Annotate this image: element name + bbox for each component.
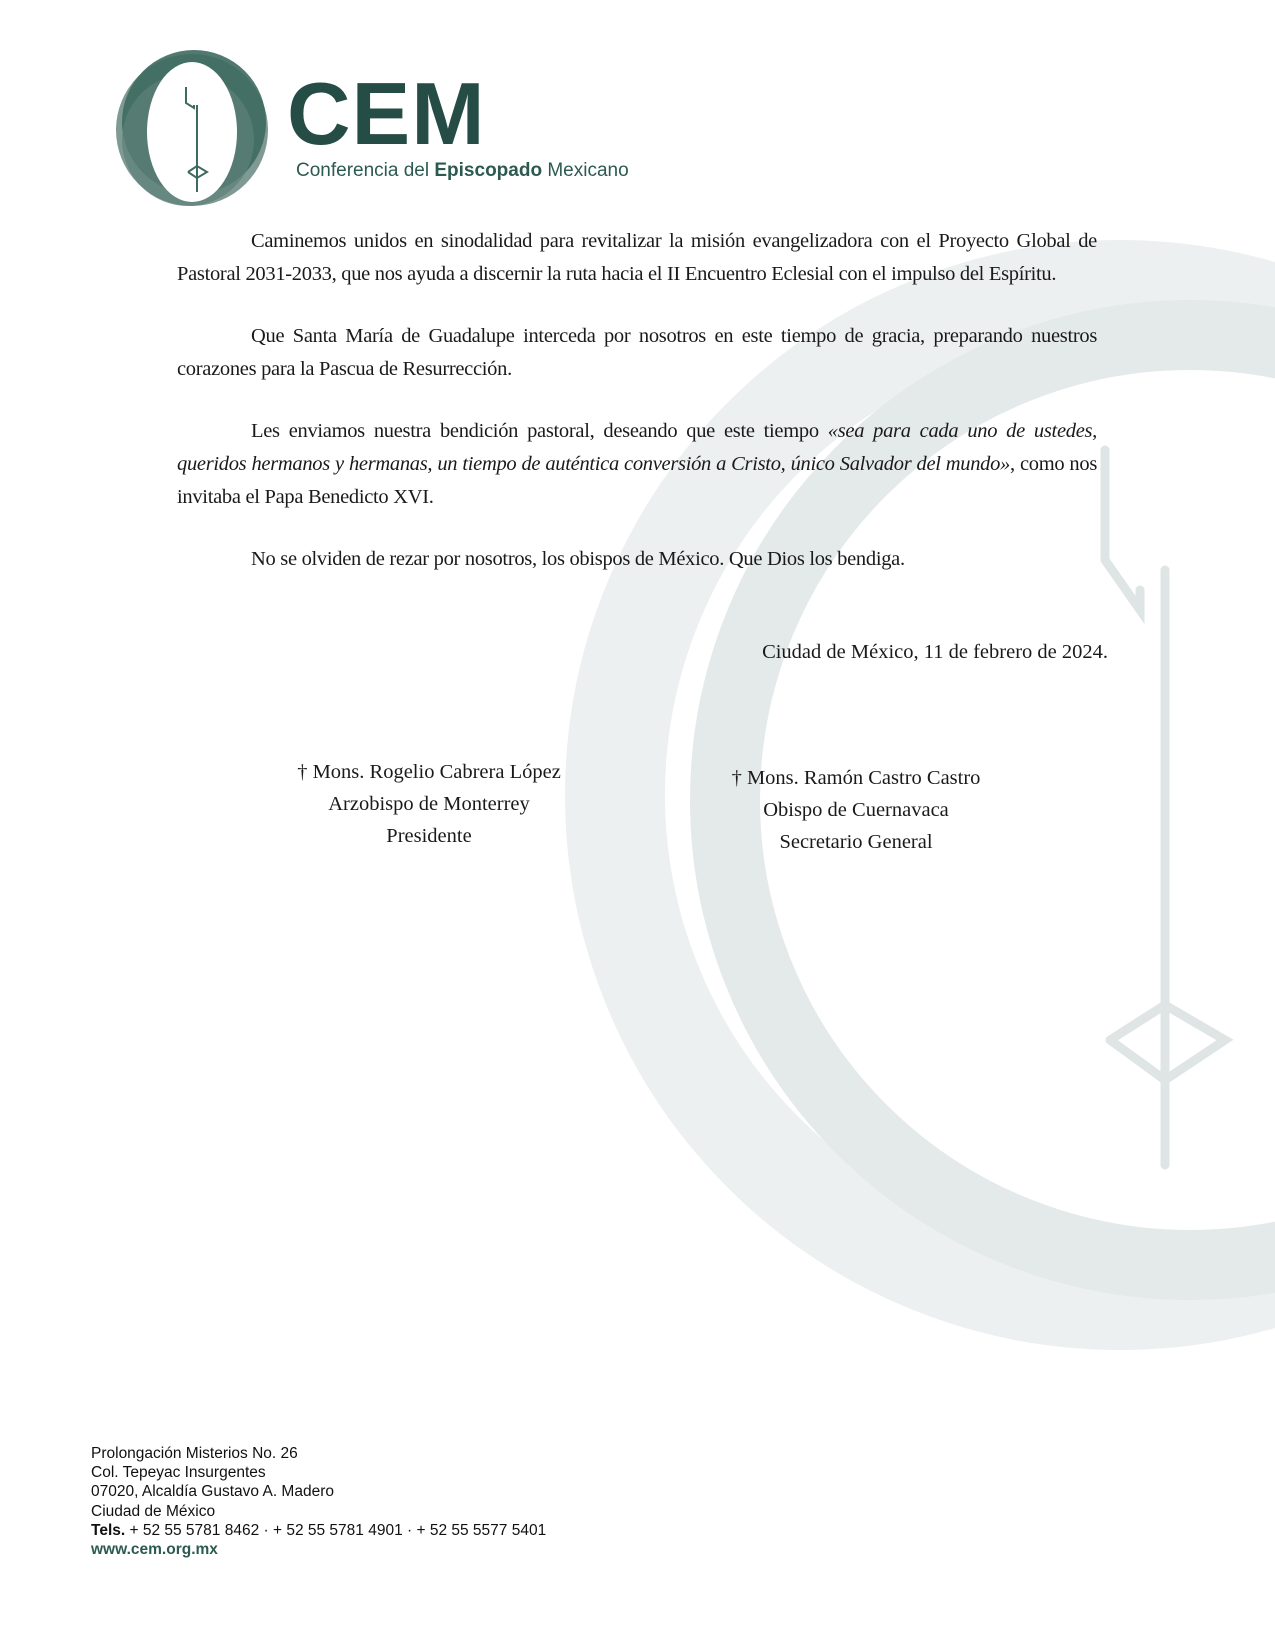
paragraph-2 <box>177 320 1097 385</box>
signature-secretary <box>656 762 1056 858</box>
footer-contact <box>91 1444 546 1559</box>
address-line: Prolongación Misterios No. 26 <box>91 1445 298 1462</box>
subtitle-post: Mexicano <box>542 160 629 181</box>
address-line: Col. Tepeyac Insurgentes <box>91 1464 266 1482</box>
signer-title: Obispo de Cuernavaca <box>763 798 949 821</box>
phone-numbers: + 52 55 5781 8462 · + 52 55 5781 4901 · + 52 55 5577 5401 <box>125 1521 547 1539</box>
paragraph-1-text: Caminemos unidos en sinodalidad para revitalizar la misión evangelizadora con el Proyecto Global de Pastoral 2031-2033, que nos ayuda a discernir la ruta hacia el II Encuentro Eclesial con el impulso del Espíritu. <box>177 230 1097 285</box>
cem-logo-icon <box>112 50 277 210</box>
paragraph-1 <box>177 225 1097 290</box>
address-line: Ciudad de México <box>91 1502 216 1520</box>
signature-president <box>229 756 629 852</box>
paragraph-3-pre: Les enviamos nuestra bendición pastoral, deseando que este tiempo <box>251 420 828 443</box>
phone-label: Tels. <box>91 1521 126 1539</box>
logo-text: CEM <box>287 64 486 163</box>
address-line: 07020, Alcaldía Gustavo A. Madero <box>91 1483 334 1501</box>
paragraph-4 <box>177 543 1097 576</box>
signatures <box>177 756 1097 858</box>
signer-name: † Mons. Rogelio Cabrera López <box>297 760 561 783</box>
date-line: Ciudad de México, 11 de febrero de 2024. <box>762 640 1108 663</box>
paragraph-3-quote: «sea para cada uno de ustedes, queridos hermanos y hermanas, un tiempo de auténtica conversión a Cristo, único Salvador del mundo» <box>177 420 1097 475</box>
signer-role: Secretario General <box>779 830 933 853</box>
signer-title: Arzobispo de Monterrey <box>328 792 530 815</box>
paragraph-3 <box>177 415 1097 513</box>
subtitle-bold: Episcopado <box>434 160 543 181</box>
letter-body <box>177 225 1108 858</box>
logo-subtitle <box>296 160 629 182</box>
phone-line <box>91 1521 546 1540</box>
signer-name: † Mons. Ramón Castro Castro <box>731 766 981 789</box>
website-link[interactable]: www.cem.org.mx <box>91 1541 218 1559</box>
paragraph-3-post: , como nos invitaba el Papa Benedicto XVI. <box>177 452 1097 508</box>
signer-role: Presidente <box>386 824 472 847</box>
subtitle-pre: Conferencia del <box>296 160 435 181</box>
paragraph-2-text: Que Santa María de Guadalupe interceda por nosotros en este tiempo de gracia, preparando nuestros corazones para la Pascua de Resurrección. <box>177 325 1097 380</box>
paragraph-4-text: No se olviden de rezar por nosotros, los obispos de México. Que Dios los bendiga. <box>251 548 905 571</box>
